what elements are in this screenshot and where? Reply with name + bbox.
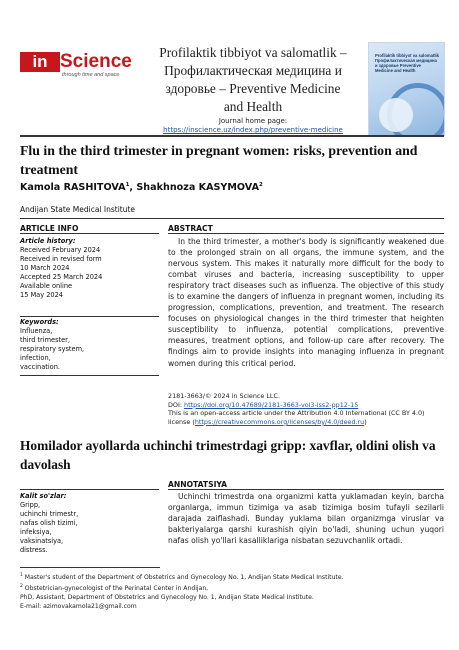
abstract-divider bbox=[168, 233, 444, 234]
footnote-mark: 1 bbox=[20, 573, 23, 578]
history-item: Received in revised form bbox=[20, 255, 102, 263]
uzbek-title: Homilador ayollarda uchinchi trimestrdagi gripp: xavflar, oldini olish va davolash bbox=[20, 438, 436, 472]
footnote-email: E-mail: azimovakamola21@gmail.com bbox=[20, 603, 137, 611]
logo-tagline: through time and space bbox=[62, 72, 120, 78]
keyword: Gripp, bbox=[20, 501, 41, 509]
abstract-text bbox=[168, 236, 444, 369]
keyword: vaccination. bbox=[20, 363, 60, 371]
keywords bbox=[20, 318, 158, 372]
abstract-body: In the third trimester, a mother's body is significantly weakened due to the prolonged strain on all organs, the immune system, and the nervous system. This makes it naturally more difficult for the body to combat viruses and bacteria, increasing susceptibility to upper respiratory tract diseases such as influenza. The objective of this study is to examine the dangers of influenza in pregnant women, including its progression, complications, prevention, and treatment. The research focuses on physiological changes in the third trimester that heighten susceptibility to influenza, potential complications, preventive measures, treatment options, and follow-up care after recovery. The findings aim to provide insights into managing influenza in pregnant women during this critical period. bbox=[168, 237, 444, 368]
footnote-mark: 2 bbox=[20, 584, 23, 590]
license-link[interactable]: https://creativecommons.org/licenses/by/4.0/deed.ru bbox=[194, 417, 365, 426]
keywords-bottom-divider bbox=[20, 375, 159, 376]
keywords-label: Keywords: bbox=[20, 318, 59, 326]
home-page-label: Journal home page: bbox=[218, 117, 288, 125]
article-info-divider bbox=[20, 233, 159, 234]
affiliation: Andijan State Medical Institute bbox=[20, 205, 136, 214]
keyword: infection, bbox=[20, 354, 51, 362]
annotation-heading: ANNOTATSIYA bbox=[168, 480, 228, 489]
abstract-heading: ABSTRACT bbox=[168, 224, 213, 233]
keyword: respiratory system, bbox=[20, 345, 85, 353]
author-name: Shakhnoza KASYMOVA bbox=[136, 182, 259, 194]
journal-home bbox=[142, 117, 364, 135]
author-name: Kamola RASHITOVA bbox=[20, 182, 126, 194]
authors bbox=[20, 182, 263, 193]
header-divider bbox=[20, 135, 444, 137]
logo-box-text: in bbox=[20, 52, 60, 72]
cover-graphic-circle bbox=[379, 98, 413, 132]
journal-logo bbox=[20, 49, 135, 79]
annotation-divider bbox=[168, 489, 444, 490]
keywords-divider bbox=[20, 316, 159, 317]
keyword: vaksinatsiya, bbox=[20, 537, 64, 545]
journal-cover-image bbox=[368, 42, 445, 136]
copyright: 2181-3663/© 2024 in Science LLC. bbox=[168, 392, 280, 400]
annotation-text bbox=[168, 491, 444, 546]
footnotes bbox=[20, 571, 445, 611]
footnote-text: Master's student of the Department of Obstetrics and Gynecology No. 1, Andijan State Medical Institute. bbox=[22, 574, 344, 582]
history-item: Received February 2024 bbox=[20, 246, 101, 254]
author-affil-mark: 1 bbox=[125, 182, 130, 188]
license-end: ) bbox=[364, 417, 367, 426]
history-item: Available online bbox=[20, 282, 73, 290]
footnote-text: Obstetrician-gynecologist of the Perinatal Center in Andijan, bbox=[22, 585, 209, 593]
journal-title-line: and Health bbox=[223, 99, 283, 114]
uzbek-keywords-divider bbox=[20, 489, 159, 490]
article-info-heading: ARTICLE INFO bbox=[20, 224, 79, 233]
home-page-link[interactable]: https://inscience.uz/index.php/preventive-medicine bbox=[163, 126, 343, 134]
footnote bbox=[20, 582, 445, 593]
affiliation-divider bbox=[20, 218, 444, 219]
history-item: 10 March 2024 bbox=[20, 264, 70, 272]
history-item: Accepted 25 March 2024 bbox=[20, 273, 103, 281]
journal-title-line: Profilaktik tibbiyot va salomatlik – bbox=[159, 45, 347, 60]
uzbek-keywords-label: Kalit so'zlar: bbox=[20, 492, 67, 500]
cover-title: Profilaktik tibbiyot va salomatlik Профилактическая медицина и здоровье Preventive Medicine and Health bbox=[375, 53, 439, 73]
keyword: third trimester, bbox=[20, 336, 70, 344]
keyword: infeksiya, bbox=[20, 528, 52, 536]
journal-title-line: здоровье – Preventive Medicine bbox=[165, 81, 341, 96]
keyword: uchinchi trimestr, bbox=[20, 510, 79, 518]
doi-link[interactable]: https://doi.org/10.47689/2181-3663-vol3-iss2-pp12-15 bbox=[184, 400, 359, 409]
history-item: 15 May 2024 bbox=[20, 291, 63, 299]
keyword: Influenza, bbox=[20, 327, 53, 335]
author-separator: , bbox=[129, 182, 137, 194]
license-text: This is an open-access article under the Attribution 4.0 International (CC BY 4.0) license ( bbox=[168, 409, 425, 426]
history-label: Article history: bbox=[20, 237, 76, 245]
article-title: Flu in the third trimester in pregnant women: risks, prevention and treatment bbox=[20, 143, 418, 177]
keyword: nafas olish tizimi, bbox=[20, 519, 78, 527]
footnote-text: PhD, Assistant, Department of Obstetrics and Gynecology No. 1, Andijan State Medical Institute. bbox=[20, 594, 314, 602]
author-affil-mark: 2 bbox=[259, 182, 263, 188]
journal-title-line: Профилактическая медицина и bbox=[164, 63, 342, 78]
logo-text: Science bbox=[60, 51, 132, 72]
abstract-meta bbox=[168, 392, 444, 426]
keyword: distress. bbox=[20, 546, 48, 554]
journal-title bbox=[142, 44, 364, 116]
article-history bbox=[20, 237, 158, 300]
footnote-divider bbox=[20, 567, 160, 568]
doi-line bbox=[168, 401, 444, 410]
footnote bbox=[20, 571, 445, 582]
license-line bbox=[168, 409, 444, 426]
uzbek-keywords bbox=[20, 492, 158, 555]
annotation-body: Uchinchi trimestrda ona organizmi katta yuklamadan keyin, barcha organlarga, immun tizimiga va asab tizimiga bosim tufayli sezilarli darajada zaiflashadi. Bunday yuklama bilan organizmga viruslar va bakteriyalarga qarshi kurashish qiyin bo'ladi, shuning uchun yuqori nafas olish yo'llari kasalliklariga nisbatan sezuvchanlik ortadi. bbox=[168, 492, 444, 546]
doi-label: DOI: bbox=[168, 400, 185, 409]
